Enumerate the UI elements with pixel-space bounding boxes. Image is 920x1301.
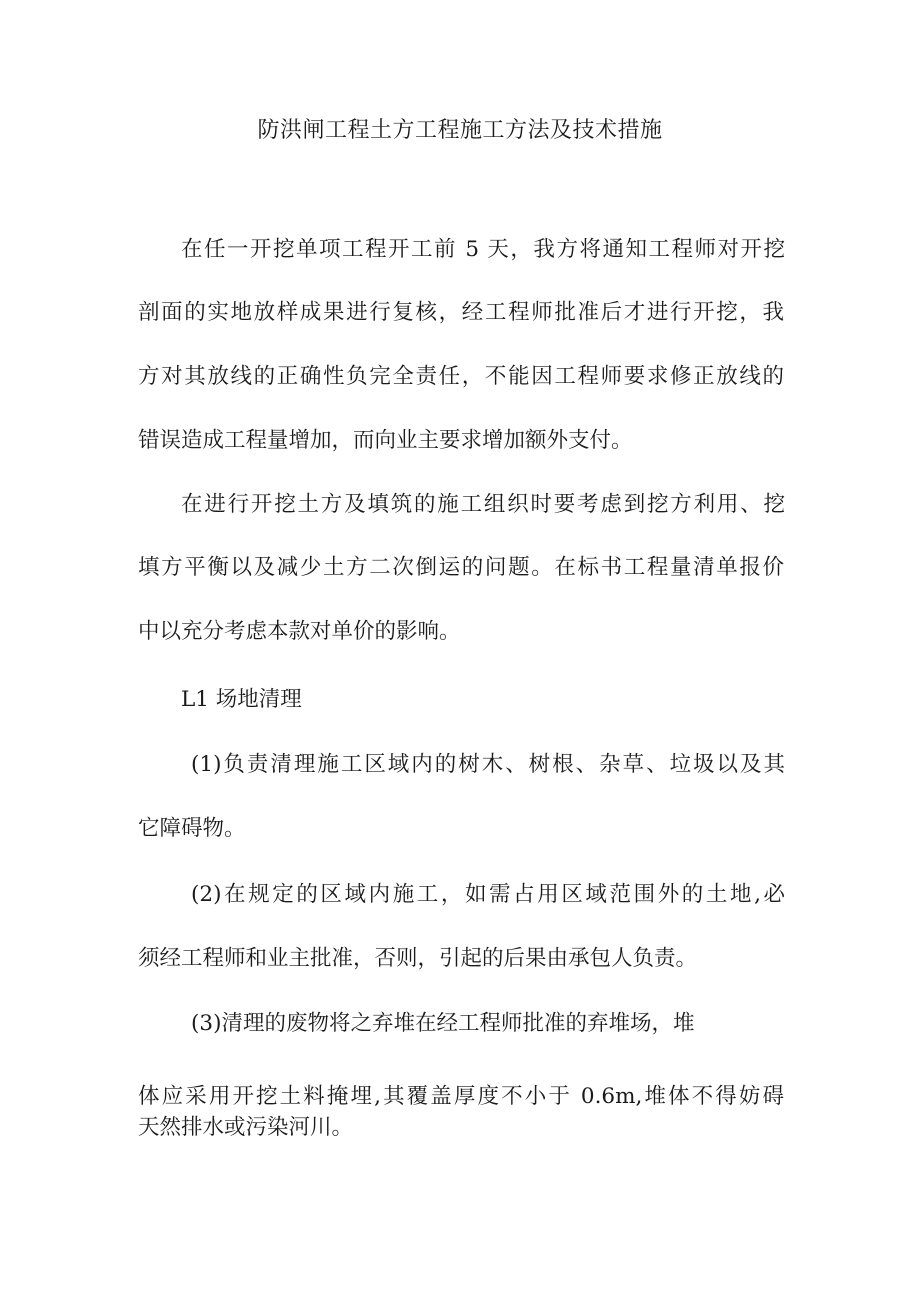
paragraph-line: 填方平衡以及减少土方二次倒运的问题。在标书工程量清单报价 <box>138 555 784 580</box>
list-item-line: (2)在规定的区域内施工，如需占用区域范围外的土地,必 <box>191 882 785 907</box>
list-item-line: 体应采用开挖土料掩埋,其覆盖厚度不小于 0.6m,堆体不得妨碍 <box>138 1084 784 1109</box>
paragraph-line: 方对其放线的正确性负完全责任，不能因工程师要求修正放线的 <box>138 364 784 389</box>
list-item-line: (3)清理的废物将之弃堆在经工程师批准的弃堆场，堆 <box>191 1011 695 1036</box>
paragraph-line: 在进行开挖土方及填筑的施工组织时要考虑到挖方利用、挖 <box>181 492 785 517</box>
list-item-line: (1)负责清理施工区域内的树木、树根、杂草、垃圾以及其 <box>191 752 785 777</box>
paragraph-line: 中以充分考虑本款对单价的影响。 <box>138 619 461 644</box>
paragraph-line: 在任一开挖单项工程开工前 5 天，我方将通知工程师对开挖 <box>181 237 785 262</box>
paragraph-line: 错误造成工程量增加，而向业主要求增加额外支付。 <box>138 428 633 453</box>
paragraph-line: 剖面的实地放样成果进行复核，经工程师批准后才进行开挖，我 <box>138 300 784 325</box>
list-item-line: 它障碍物。 <box>138 816 246 841</box>
document-title: 防洪闸工程土方工程施工方法及技术措施 <box>257 118 663 143</box>
list-item-line: 天然排水或污染河川。 <box>138 1115 354 1140</box>
list-item-line: 须经工程师和业主批准，否则，引起的后果由承包人负责。 <box>138 946 698 971</box>
section-heading: L1 场地清理 <box>181 687 302 712</box>
